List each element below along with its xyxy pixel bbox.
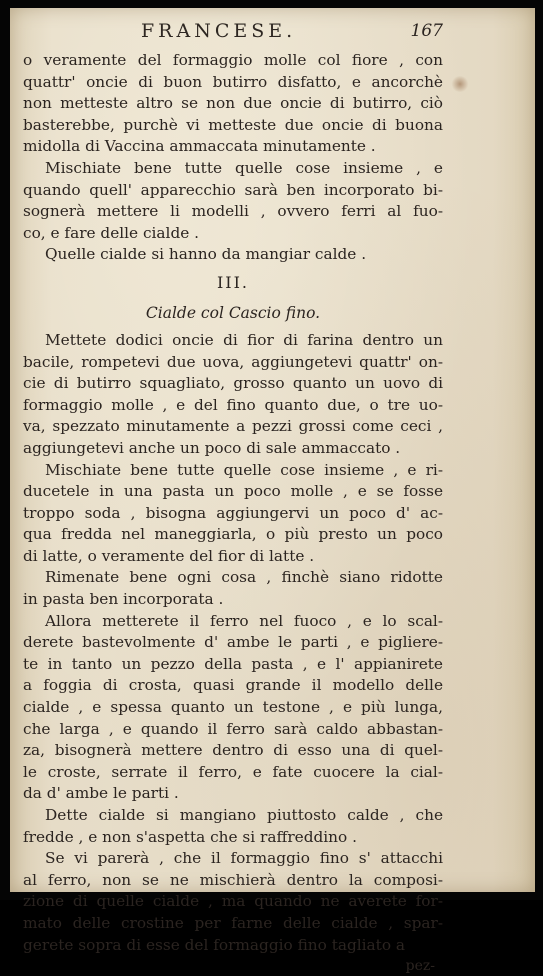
page-header: [23, 20, 443, 46]
book-page: [10, 8, 535, 975]
text-line: le croste, serrate il ferro, e fate cuocere la cial-: [23, 762, 443, 781]
text-line: o veramente del formaggio molle col fiore , con: [23, 51, 443, 69]
text-line: che larga , e quando il ferro sarà caldo abbastan-: [23, 719, 443, 738]
text-line: fredde , e non s'aspetta che si raffreddino .: [23, 827, 357, 846]
text-line: Quelle cialde si hanno da mangiar calde .: [45, 245, 367, 264]
text-line: bacile, rompetevi due uova, aggiungetevi quattr' on-: [23, 352, 443, 371]
text-line: co, e fare delle cialde .: [23, 223, 200, 242]
text-line: qua fredda nel maneggiarla, o più presto un poco: [23, 525, 443, 544]
text-line: in pasta ben incorporata .: [23, 590, 224, 609]
section-number: III.: [216, 272, 250, 292]
text-line: va, spezzato minutamente a pezzi grossi come ceci ,: [23, 417, 443, 436]
text-line: za, bisognerà mettere dentro di esso una di quel-: [23, 741, 443, 760]
text-line: te in tanto un pezzo della pasta , e l' appianirete: [23, 654, 443, 673]
text-line: a foggia di crosta, quasi grande il modello delle: [23, 676, 443, 695]
text-line: mato delle crostine per farne delle cialde , spar-: [23, 913, 443, 932]
text-line: zione di quelle cialde , ma quando ne averete for-: [23, 892, 443, 911]
body-text-bottom: [23, 330, 443, 956]
body-text-top: [23, 50, 443, 266]
text-line: cialde , e spessa quanto un testone , e più lunga,: [23, 698, 443, 717]
text-line: Mischiate bene tutte quelle cose insieme , e ri-: [45, 460, 443, 479]
text-line: Allora metterete il ferro nel fuoco , e lo scal-: [45, 611, 443, 630]
text-line: quattr' oncie di buon butirro disfatto, e ancorchè: [23, 72, 443, 91]
recipe-title: Cialde col Cascio fino.: [145, 303, 321, 322]
text-block: [23, 20, 443, 976]
text-line: cie di butirro squagliato, grosso quanto un uovo di: [23, 374, 443, 393]
text-line: Se vi parerà , che il formaggio fino s' attacchi: [45, 849, 443, 868]
catchword: pez-: [405, 958, 435, 975]
text-line: sognerà mettere li modelli , ovvero ferri al fuo-: [23, 202, 443, 221]
text-line: Dette cialde si mangiano piuttosto calde , che: [45, 806, 443, 824]
text-line: da d' ambe le parti .: [23, 784, 179, 803]
text-line: basterebbe, purchè vi metteste due oncie di buona: [23, 115, 443, 134]
text-line: formaggio molle , e del fino quanto due, o tre uo-: [23, 395, 443, 414]
text-line: al ferro, non se ne mischierà dentro la composi-: [23, 870, 443, 889]
text-line: Mischiate bene tutte quelle cose insieme , e: [45, 158, 443, 177]
text-line: gerete sopra di esse del formaggio fino tagliato a: [23, 935, 406, 954]
text-line: midolla di Vaccina ammaccata minutamente .: [23, 137, 376, 156]
text-line: Rimenate bene ogni cosa , finchè siano ridotte: [45, 568, 443, 587]
text-line: aggiungetevi anche un poco di sale ammaccato .: [23, 438, 401, 457]
page-number: 167: [410, 21, 443, 41]
text-line: troppo soda , bisogna aggiungervi un poco d' ac-: [23, 503, 443, 522]
text-line: di latte, o veramente del fior di latte .: [23, 546, 315, 565]
running-head: FRANCESE.: [141, 20, 297, 42]
text-line: derete bastevolmente d' ambe le parti , e pigliere-: [23, 633, 443, 652]
text-line: quando quell' apparecchio sarà ben incorporato bi-: [23, 180, 443, 199]
paper-stain: [451, 76, 469, 92]
text-line: non metteste altro se non due oncie di butirro, ciò: [23, 94, 443, 113]
text-line: ducetele in una pasta un poco molle , e se fosse: [23, 482, 443, 501]
text-line: Mettete dodici oncie di fior di farina dentro un: [45, 330, 443, 349]
